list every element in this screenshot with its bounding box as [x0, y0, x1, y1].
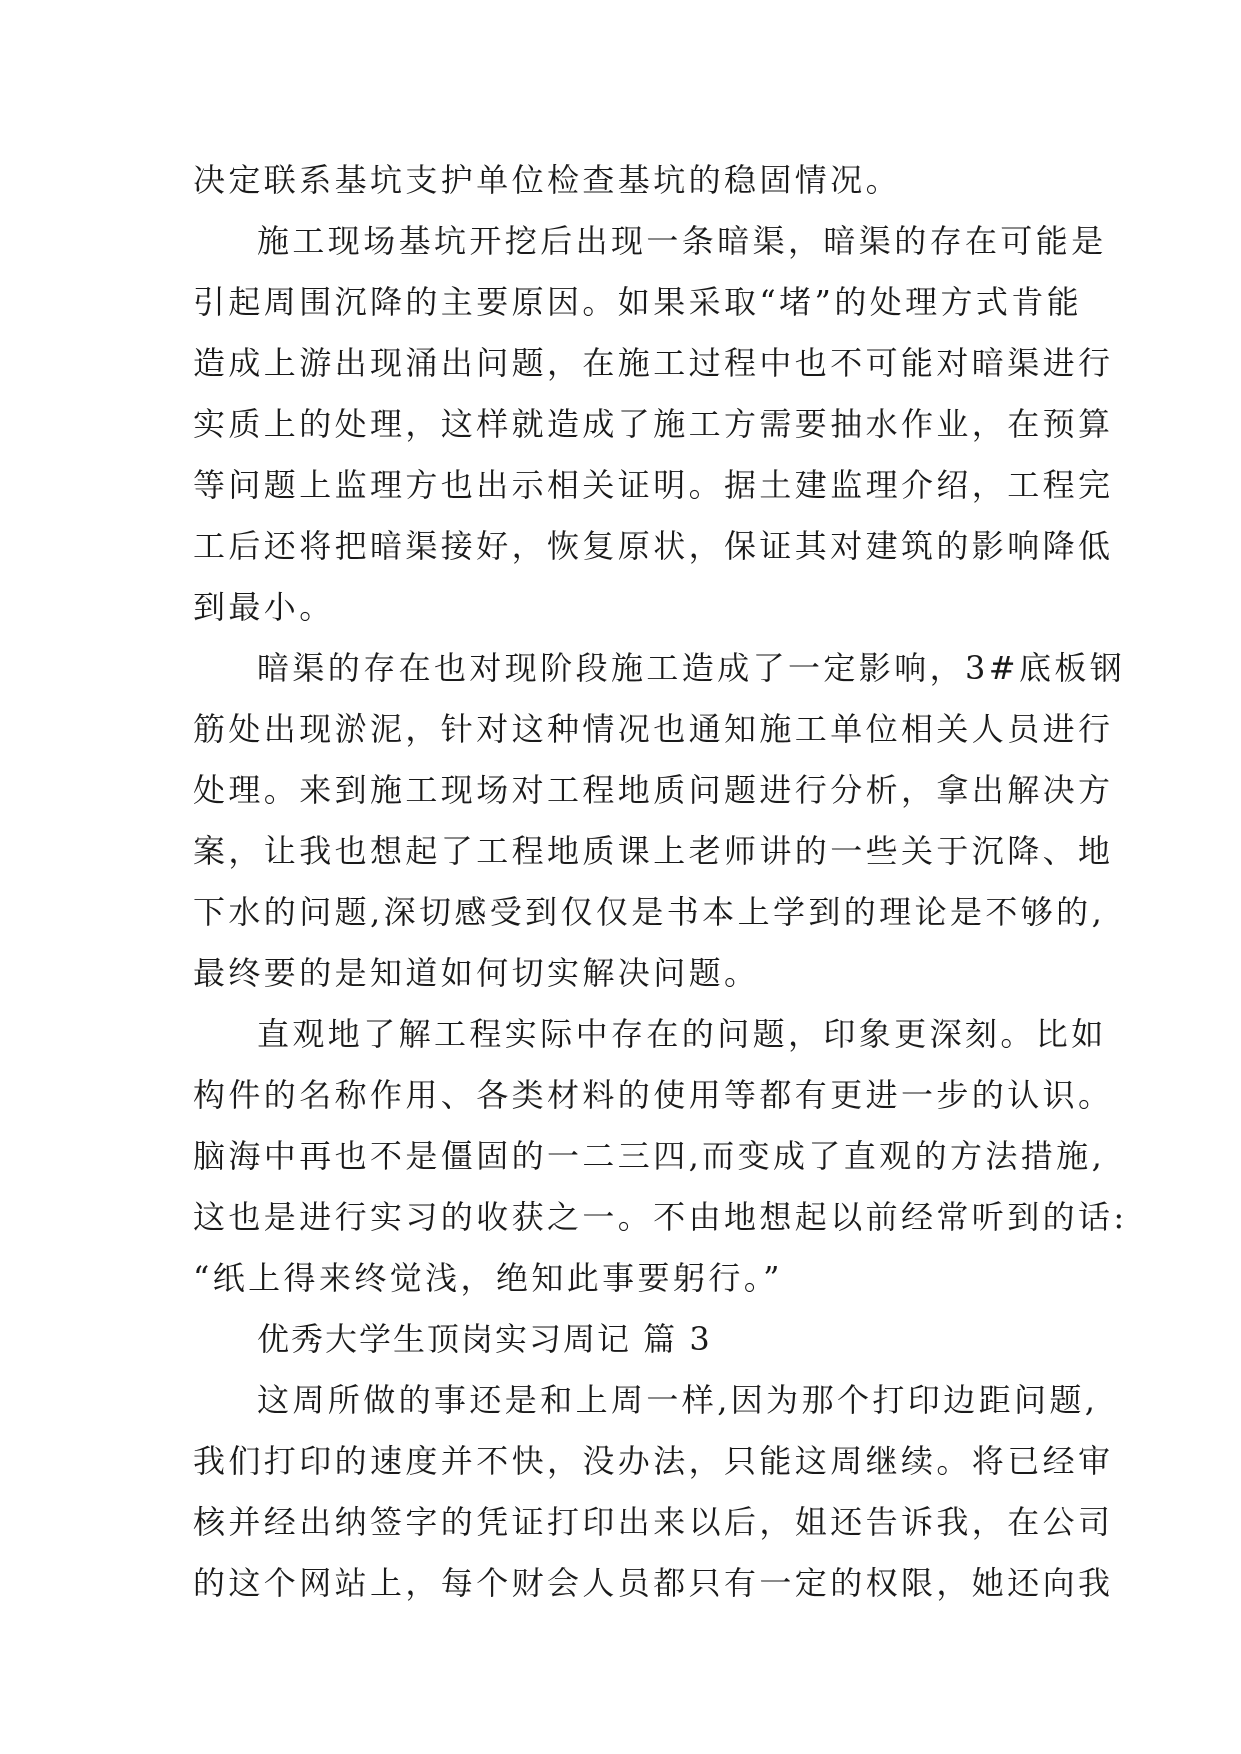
document-body [193, 150, 1128, 1614]
text-line: 筋处出现淤泥，针对这种情况也通知施工单位相关人员进行 [193, 710, 1114, 748]
text-line: 最终要的是知道如何切实解决问题。 [193, 954, 760, 992]
text-line: 工后还将把暗渠接好，恢复原状，保证其对建筑的影响降低 [193, 527, 1114, 565]
text-line: 处理。来到施工现场对工程地质问题进行分析，拿出解决方 [193, 771, 1114, 809]
text-line: 核并经出纳签字的凭证打印出来以后，姐还告诉我，在公司 [193, 1503, 1114, 1541]
section-heading: 优秀大学生顶岗实习周记 篇 3 [257, 1320, 712, 1358]
text-line: 的这个网站上，每个财会人员都只有一定的权限，她还向我 [193, 1564, 1114, 1602]
text-line: 等问题上监理方也出示相关证明。据土建监理介绍，工程完 [193, 466, 1114, 504]
text-line: 直观地了解工程实际中存在的问题，印象更深刻。比如 [257, 1015, 1107, 1053]
text-line: “纸上得来终觉浅，绝知此事要躬行。” [193, 1259, 783, 1297]
text-line: 暗渠的存在也对现阶段施工造成了一定影响，3#底板钢 [257, 649, 1126, 687]
text-line: 引起周围沉降的主要原因。如果采取“堵”的处理方式肯能 [193, 283, 1083, 321]
text-line: 构件的名称作用、各类材料的使用等都有更进一步的认识。 [193, 1076, 1114, 1114]
text-line: 到最小。 [193, 588, 335, 626]
text-line: 我们打印的速度并不快，没办法，只能这周继续。将已经审 [193, 1442, 1114, 1480]
text-line: 这周所做的事还是和上周一样,因为那个打印边距问题, [257, 1381, 1099, 1419]
text-line: 下水的问题,深切感受到仅仅是书本上学到的理论是不够的, [193, 893, 1106, 931]
text-line: 实质上的处理，这样就造成了施工方需要抽水作业，在预算 [193, 405, 1114, 443]
text-line: 脑海中再也不是僵固的一二三四,而变成了直观的方法措施, [193, 1137, 1106, 1175]
text-line: 案，让我也想起了工程地质课上老师讲的一些关于沉降、地 [193, 832, 1114, 870]
text-line: 决定联系基坑支护单位检查基坑的稳固情况。 [193, 161, 902, 199]
text-line: 这也是进行实习的收获之一。不由地想起以前经常听到的话: [193, 1198, 1128, 1236]
text-line: 施工现场基坑开挖后出现一条暗渠，暗渠的存在可能是 [257, 222, 1107, 260]
text-line: 造成上游出现涌出问题，在施工过程中也不可能对暗渠进行 [193, 344, 1114, 382]
